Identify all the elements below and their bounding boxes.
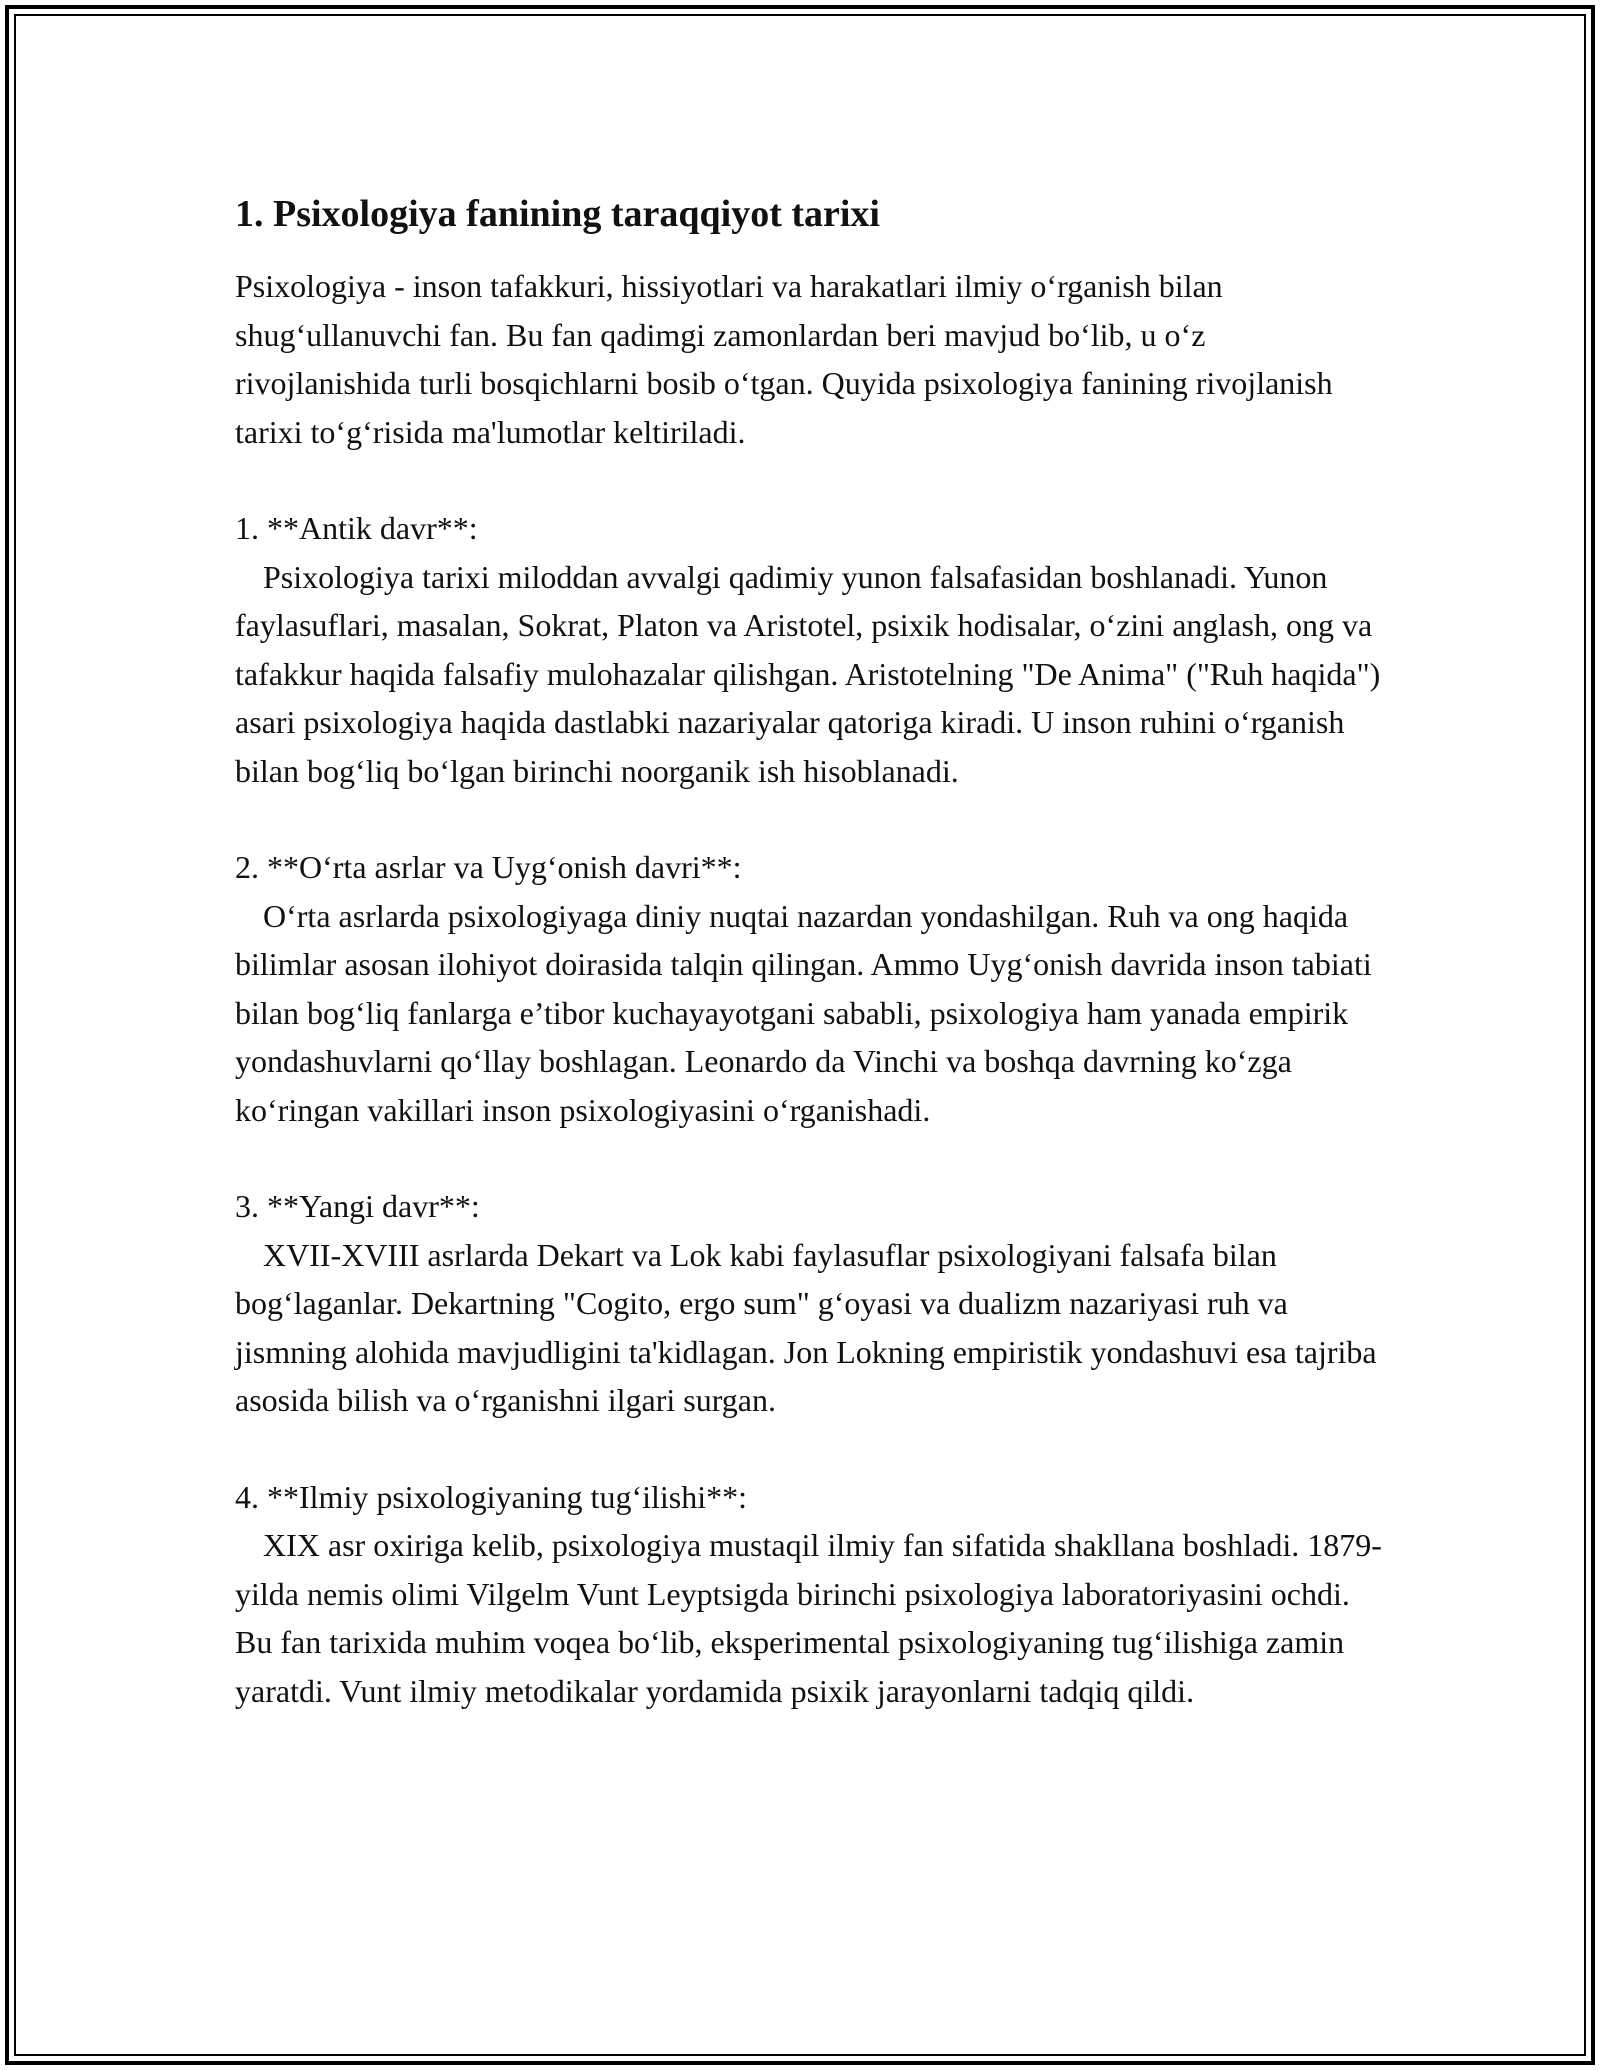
section-body: O‘rta asrlarda psixologiyaga diniy nuqtai nazardan yondashilgan. Ruh va ong haqida bilimlar asosan ilohiyot doirasida talqin qilingan. Ammo Uyg‘onish davrida inson tabiati bilan bog‘liq fanlarga e’tibor kuchayayotgani sababli, psixologiya ham yanada empirik yondashuvlarni qo‘llay boshlagan. Leonardo da Vinchi va boshqa davrning ko‘zga ko‘ringan vakillari inson psixologiyasini o‘rganishadi. <box>235 897 1372 1128</box>
section-body: XVII-XVIII asrlarda Dekart va Lok kabi faylasuflar psixologiyani falsafa bilan bog‘laganlar. Dekartning "Cogito, ergo sum" g‘oyasi va dualizm nazariyasi ruh va jismning alohida mavjudligini ta'kidlagan. Jon Lokning empiristik yondashuvi esa tajriba asosida bilish va o‘rganishni ilgari surgan. <box>235 1236 1377 1418</box>
section-body: XIX asr oxiriga kelib, psixologiya mustaqil ilmiy fan sifatida shakllana boshladi. 1879-yilda nemis olimi Vilgelm Vunt Leyptsigda birinchi psixologiya laboratoriyasini ochdi. Bu fan tarixida muhim voqea bo‘lib, eksperimental psixologiyaning tug‘ilishiga zamin yaratdi. Vunt ilmiy metodikalar yordamida psixik jarayonlarni tadqiq qildi. <box>235 1527 1382 1709</box>
document-title: 1. Psixologiya fanining taraqqiyot tarixi <box>235 193 880 235</box>
section-orta-asrlar <box>235 843 1385 1134</box>
document-content <box>235 186 1385 1715</box>
section-heading: 3. **Yangi davr**: <box>235 1188 480 1224</box>
section-heading: 1. **Antik davr**: <box>235 510 478 546</box>
section-heading: 2. **O‘rta asrlar va Uyg‘onish davri**: <box>235 849 742 885</box>
section-body: Psixologiya tarixi miloddan avvalgi qadimiy yunon falsafasidan boshlanadi. Yunon faylasuflari, masalan, Sokrat, Platon va Aristotel, psixik hodisalar, o‘zini anglash, ong va tafakkur haqida falsafiy mulohazalar qilishgan. Aristotelning "De Anima" ("Ruh haqida") asari psixologiya haqida dastlabki nazariyalar qatoriga kiradi. U inson ruhini o‘rganish bilan bog‘liq bo‘lgan birinchi noorganik ish hisoblanadi. <box>235 558 1381 789</box>
intro-paragraph: Psixologiya - inson tafakkuri, hissiyotlari va harakatlari ilmiy o‘rganish bilan shug‘ullanuvchi fan. Bu fan qadimgi zamonlardan beri mavjud bo‘lib, u o‘z rivojlanishida turli bosqichlarni bosib o‘tgan. Quyida psixologiya fanining rivojlanish tarixi to‘g‘risida ma'lumotlar keltiriladi. <box>235 268 1333 450</box>
section-ilmiy-psixologiya <box>235 1473 1385 1716</box>
section-yangi-davr <box>235 1182 1385 1425</box>
section-antik-davr <box>235 504 1385 795</box>
section-heading: 4. **Ilmiy psixologiyaning tug‘ilishi**: <box>235 1478 747 1515</box>
